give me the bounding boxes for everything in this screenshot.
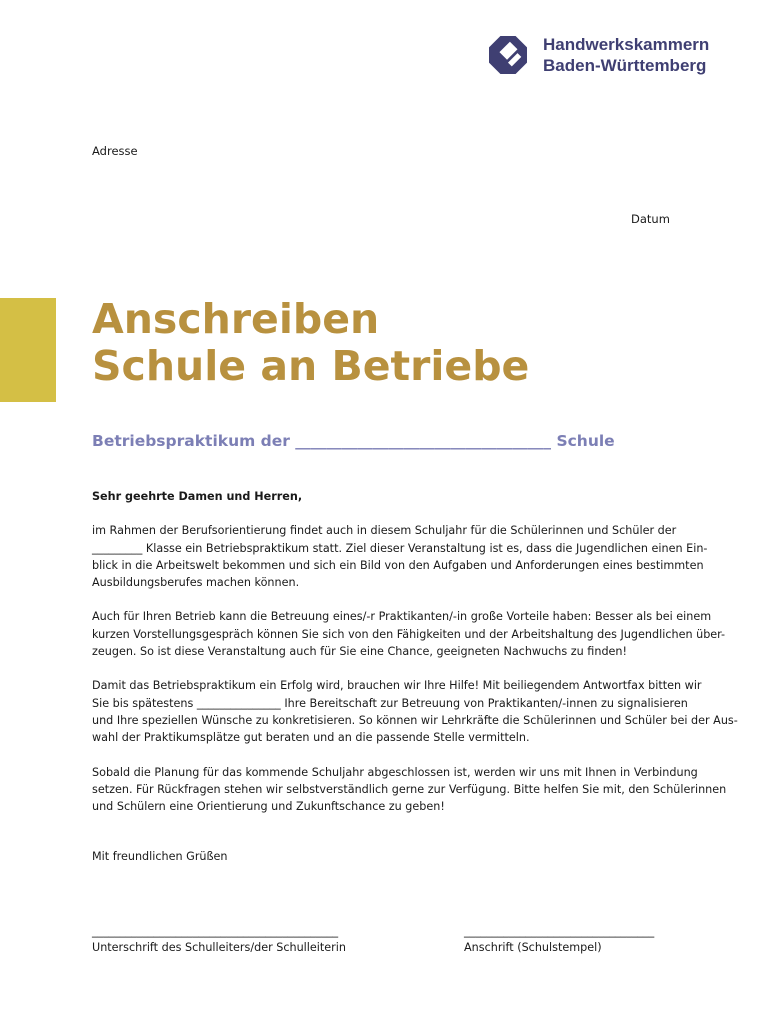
- logo-line-2: Baden-Württemberg: [543, 56, 707, 75]
- text-line: und Ihre speziellen Wünsche zu konkretisieren. So können wir Lehrkräfte die Schülerinnen und Schüler bei der Aus-: [92, 713, 738, 727]
- accent-bar: [0, 298, 56, 402]
- stamp-line: __________________________________: [464, 925, 655, 938]
- text-line: Ausbildungsberufes machen können.: [92, 576, 300, 590]
- closing: Mit freundlichen Grüßen: [92, 850, 228, 864]
- text-line: Auch für Ihren Betrieb kann die Betreuung eines/-r Praktikanten/-in große Vorteile haben: Besser als bei einem: [92, 610, 712, 624]
- signature-stamp: [464, 924, 654, 956]
- text-line: zeugen. So ist diese Veranstaltung auch für Sie eine Chance, geeigneten Nachwuchs zu finden!: [92, 645, 627, 659]
- text-line: Sobald die Planung für das kommende Schuljahr abgeschlossen ist, werden wir uns mit Ihnen in Verbindung: [92, 765, 698, 779]
- paragraph-4: [92, 764, 727, 816]
- subtitle: Betriebspraktikum der _________________________________ Schule: [92, 432, 615, 450]
- text-line: im Rahmen der Berufsorientierung findet auch in diesem Schuljahr für die Schülerinnen und Schüler der: [92, 524, 677, 538]
- page-title: [92, 296, 529, 390]
- text-line: wahl der Praktikumsplätze gut beraten und an die passende Stelle vermitteln.: [92, 731, 530, 745]
- paragraph-3: [92, 677, 738, 746]
- paragraph-1: [92, 522, 717, 591]
- hwk-logo-icon: [489, 36, 527, 74]
- logo-line-1: Handwerkskammern: [543, 35, 710, 54]
- letter-body: [92, 488, 738, 883]
- signature-label: Unterschrift des Schulleiters/der Schulleiterin: [92, 941, 346, 954]
- text-line: _________ Klasse ein Betriebspraktikum statt. Ziel dieser Veranstaltung ist es, dass die Jugendlichen einen Ein-: [92, 541, 708, 555]
- salutation: Sehr geehrte Damen und Herren,: [92, 490, 303, 503]
- header-logo: [489, 34, 709, 76]
- logo-text: [543, 34, 709, 76]
- title-line-1: Anschreiben: [92, 295, 380, 343]
- text-line: blick in die Arbeitswelt bekommen und sich ein Bild von den Aufgaben und Anforderungen eines bestimmten: [92, 558, 704, 572]
- signature-line: ____________________________________________: [92, 925, 339, 938]
- text-line: Damit das Betriebspraktikum ein Erfolg wird, brauchen wir Ihre Hilfe! Mit beiliegendem Antwortfax bitten wir: [92, 679, 702, 693]
- text-line: setzen. Für Rückfragen stehen wir selbstverständlich gerne zur Verfügung. Bitte helfen Sie mit, den Schülerinnen: [92, 782, 727, 796]
- address-label: Adresse: [92, 144, 138, 158]
- paragraph-2: [92, 608, 726, 660]
- stamp-label: Anschrift (Schulstempel): [464, 941, 602, 954]
- signature-principal: [92, 924, 346, 956]
- text-line: kurzen Vorstellungsgespräch können Sie sich von den Fähigkeiten und der Arbeitshaltung des Jugendlichen über-: [92, 627, 726, 641]
- date-label: Datum: [631, 212, 670, 226]
- text-line: und Schülern eine Orientierung und Zukunftschance zu geben!: [92, 800, 445, 814]
- title-line-2: Schule an Betriebe: [92, 342, 530, 390]
- text-line: Sie bis spätestens _______________ Ihre Bereitschaft zur Betreuung von Praktikanten/-innen zu signalisieren: [92, 696, 688, 710]
